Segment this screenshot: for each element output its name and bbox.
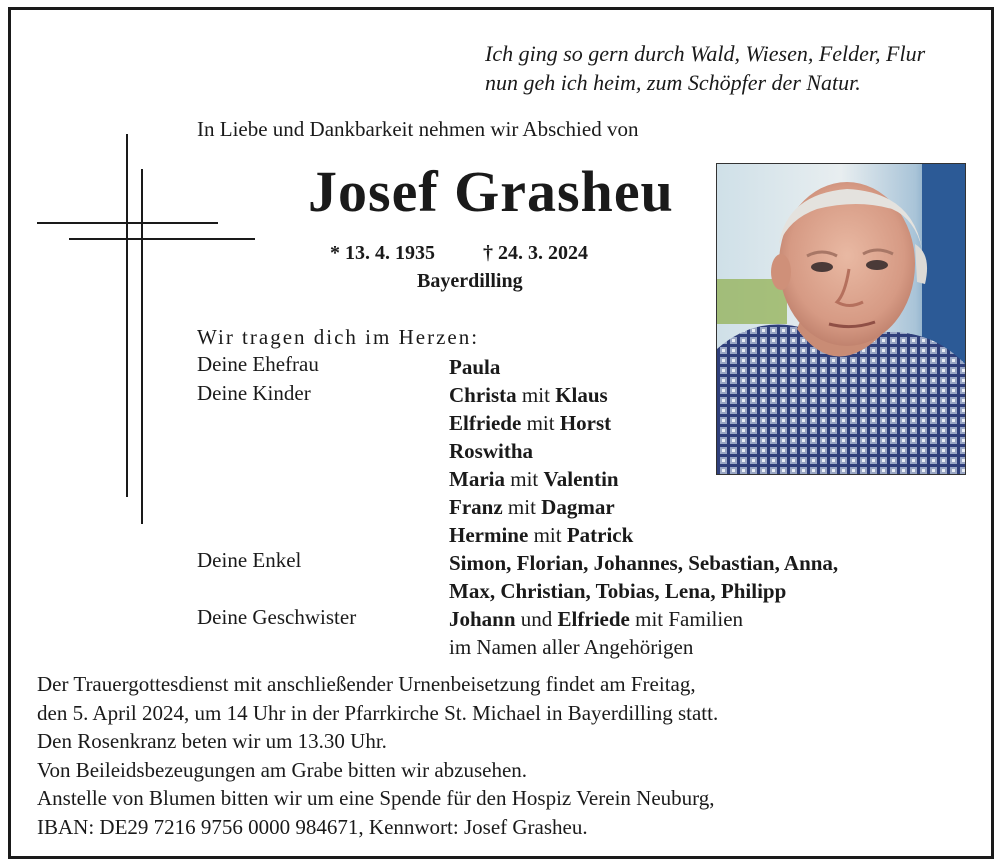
siblings-suffix: mit Familien [635, 607, 744, 631]
child-partner: Patrick [566, 523, 634, 547]
sibling-name: Johann [449, 607, 516, 631]
child-entry [449, 439, 533, 464]
cross-icon-left-bar [126, 134, 128, 497]
child-name: Christa [449, 383, 517, 407]
child-partner: Valentin [543, 467, 619, 491]
child-entry [449, 411, 611, 436]
child-name: Elfriede [449, 411, 522, 435]
cross-icon-top-beam [37, 222, 218, 224]
notice-line: Anstelle von Blumen bitten wir um eine Spende für den Hospiz Verein Neuburg, [37, 786, 715, 811]
portrait-photo [716, 163, 966, 475]
child-name: Roswitha [449, 439, 534, 463]
grandchildren-line-2: Max, Christian, Tobias, Lena, Philipp [449, 579, 787, 603]
grandchildren-line-1: Simon, Florian, Johannes, Sebastian, Anna, [449, 551, 839, 575]
residence-place: Bayerdilling [417, 270, 523, 292]
child-with: mit [526, 411, 555, 435]
child-entry [449, 467, 619, 492]
on-behalf-line: im Namen aller Angehörigen [449, 635, 694, 659]
child-entry [449, 523, 633, 548]
life-dates [330, 242, 588, 265]
children-label: Deine Kinder [197, 381, 311, 405]
child-with: mit [521, 383, 550, 407]
child-name: Franz [449, 495, 503, 519]
child-partner: Horst [559, 411, 612, 435]
child-partner: Klaus [555, 383, 608, 407]
farewell-intro: In Liebe und Dankbarkeit nehmen wir Abschied von [197, 117, 639, 141]
child-name: Hermine [449, 523, 529, 547]
child-with: mit [507, 495, 536, 519]
siblings-label: Deine Geschwister [197, 605, 357, 629]
notice-line: IBAN: DE29 7216 9756 0000 984671, Kennwort: Josef Grasheu. [37, 814, 588, 839]
spouse-label: Deine Ehefrau [197, 352, 319, 376]
sibling-name: Elfriede [557, 607, 630, 631]
cross-icon-bottom-beam [69, 238, 255, 240]
siblings-entry [449, 607, 743, 632]
grandchildren-label: Deine Enkel [197, 548, 302, 572]
child-entry [449, 383, 608, 408]
birth-date: * 13. 4. 1935 [330, 242, 435, 264]
child-entry [449, 495, 615, 520]
child-with: mit [510, 467, 539, 491]
notice-line: Der Trauergottesdienst mit anschließender Urnenbeisetzung findet am Freitag, [37, 672, 696, 696]
verse-line-1: Ich ging so gern durch Wald, Wiesen, Felder, Flur [485, 41, 926, 66]
memorial-verse [485, 39, 925, 97]
notice-line: den 5. April 2024, um 14 Uhr in der Pfarrkirche St. Michael in Bayerdilling statt. [37, 700, 719, 725]
death-date: † 24. 3. 2024 [483, 242, 588, 264]
verse-line-2: nun geh ich heim, zum Schöpfer der Natur. [485, 70, 861, 95]
mourners-heading: Wir tragen dich im Herzen: [197, 325, 480, 349]
child-name: Maria [449, 467, 505, 491]
child-with: mit [533, 523, 562, 547]
child-partner: Dagmar [541, 495, 615, 519]
notice-line: Den Rosenkranz beten wir um 13.30 Uhr. [37, 729, 387, 754]
spouse-name: Paula [449, 355, 501, 379]
notice-line: Von Beileidsbezeugungen am Grabe bitten wir abzusehen. [37, 757, 528, 782]
siblings-and: und [520, 607, 553, 631]
funeral-notice [37, 670, 718, 842]
deceased-name: Josef Grasheu [308, 159, 674, 224]
